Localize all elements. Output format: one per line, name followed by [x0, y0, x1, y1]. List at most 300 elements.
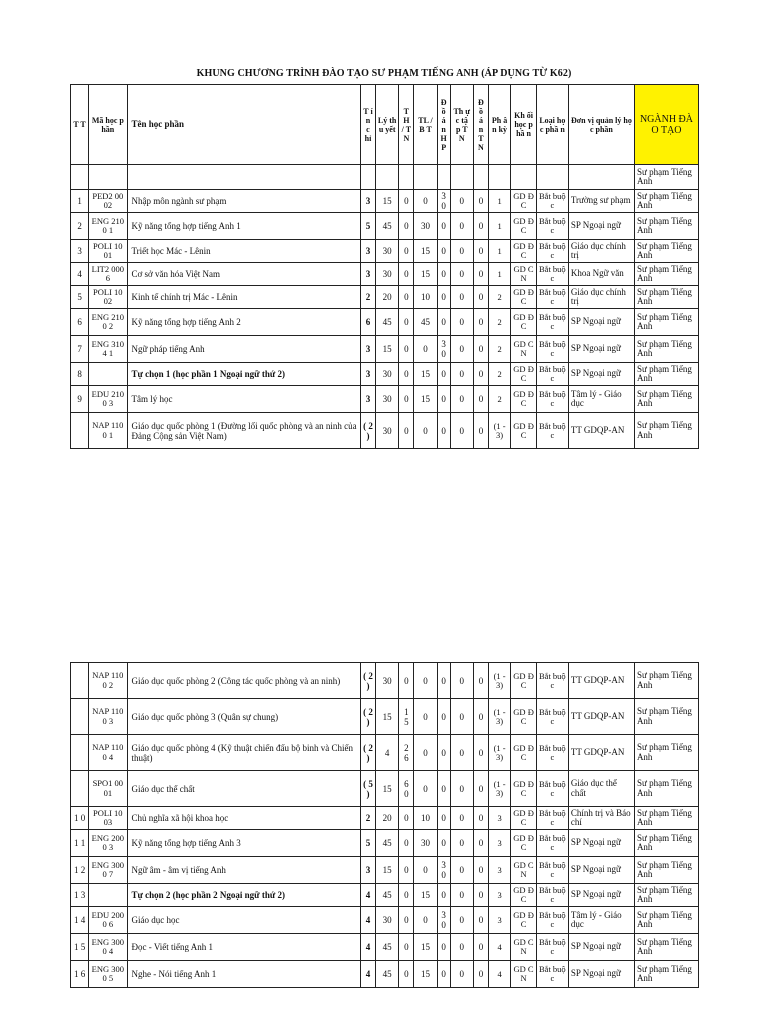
course-name-cell: Giáo dục học	[127, 907, 361, 934]
course-project-cell: 0	[437, 807, 450, 830]
managing-unit-cell: SP Ngoại ngữ	[568, 830, 634, 857]
discussion-hours-cell: 0	[414, 413, 437, 449]
credits-cell: ( 2 )	[361, 735, 376, 771]
row-number-cell	[71, 699, 89, 735]
thesis-cell: 0	[473, 190, 488, 213]
credits-cell: 5	[361, 830, 376, 857]
header-major: NGÀNH ĐÀO TẠO	[634, 85, 698, 165]
credits-cell: 3	[361, 240, 376, 263]
thesis-cell: 0	[473, 240, 488, 263]
managing-unit-cell: TT GDQP-AN	[568, 699, 634, 735]
course-block-cell: GD ĐC	[511, 413, 537, 449]
internship-cell: 0	[450, 907, 473, 934]
theory-hours-cell: 30	[375, 907, 398, 934]
internship-cell: 0	[450, 213, 473, 240]
course-type-cell: Bắt buộc	[536, 263, 568, 286]
course-type-cell: Bắt buộc	[536, 240, 568, 263]
header-unit: Đơn vị quản lý học phần	[568, 85, 634, 165]
theory-hours-cell: 30	[375, 240, 398, 263]
course-code-cell: ENG 3104 1	[89, 336, 127, 363]
course-block-cell: GD ĐC	[511, 884, 537, 907]
theory-hours-cell: 20	[375, 286, 398, 309]
course-code-cell: ENG 2000 3	[89, 830, 127, 857]
course-project-cell: 0	[437, 934, 450, 961]
credits-cell: 3	[361, 363, 376, 386]
course-block-cell: GD CN	[511, 934, 537, 961]
table-row	[71, 363, 699, 386]
theory-hours-cell: 15	[375, 699, 398, 735]
term-cell: (1 - 3)	[488, 699, 510, 735]
course-name-cell: Chủ nghĩa xã hội khoa học	[127, 807, 361, 830]
thesis-cell: 0	[473, 934, 488, 961]
discussion-hours-cell: 0	[414, 663, 437, 699]
course-code-cell: ENG 3000 4	[89, 934, 127, 961]
course-block-cell: GD ĐC	[511, 286, 537, 309]
credits-cell: 4	[361, 907, 376, 934]
course-type-cell: Bắt buộc	[536, 907, 568, 934]
course-project-cell: 0	[437, 413, 450, 449]
managing-unit-cell: SP Ngoại ngữ	[568, 884, 634, 907]
credits-cell: 5	[361, 213, 376, 240]
thesis-cell: 0	[473, 884, 488, 907]
managing-unit-cell: TT GDQP-AN	[568, 663, 634, 699]
course-type-cell: Bắt buộc	[536, 807, 568, 830]
row-number-cell: 3	[71, 240, 89, 263]
thesis-cell: 0	[473, 386, 488, 413]
curriculum-table-page-2	[70, 662, 699, 988]
course-code-cell: EDU 2100 3	[89, 386, 127, 413]
term-cell: (1 - 3)	[488, 735, 510, 771]
discussion-hours-cell: 0	[414, 336, 437, 363]
discussion-hours-cell: 15	[414, 934, 437, 961]
course-code-cell: LIT2 0006	[89, 263, 127, 286]
table-row	[71, 857, 699, 884]
theory-hours-cell: 45	[375, 830, 398, 857]
theory-hours-cell: 15	[375, 771, 398, 807]
thesis-cell: 0	[473, 413, 488, 449]
major-cell: Sư phạm Tiếng Anh	[634, 413, 698, 449]
internship-cell: 0	[450, 830, 473, 857]
header-datn: Đ ồ á n T N	[473, 85, 488, 165]
row-number-cell	[71, 771, 89, 807]
practice-hours-cell: 0	[399, 857, 414, 884]
theory-hours-cell: 20	[375, 807, 398, 830]
header-tl: TL /B T	[414, 85, 437, 165]
major-cell: Sư phạm Tiếng Anh	[634, 240, 698, 263]
internship-cell: 0	[450, 663, 473, 699]
major-cell: Sư phạm Tiếng Anh	[634, 663, 698, 699]
header-credits: T ín c hỉ	[361, 85, 376, 165]
course-name-cell: Giáo dục thể chất	[127, 771, 361, 807]
managing-unit-cell: SP Ngoại ngữ	[568, 336, 634, 363]
practice-hours-cell: 0	[399, 213, 414, 240]
major-cell: Sư phạm Tiếng Anh	[634, 907, 698, 934]
document-title: KHUNG CHƯƠNG TRÌNH ĐÀO TẠO SƯ PHẠM TIẾNG ANH (ÁP DỤNG TỪ K62)	[196, 68, 572, 79]
row-number-cell: 1 6	[71, 961, 89, 988]
major-cell: Sư phạm Tiếng Anh	[634, 213, 698, 240]
theory-hours-cell: 30	[375, 363, 398, 386]
term-cell: 3	[488, 907, 510, 934]
internship-cell: 0	[450, 363, 473, 386]
thesis-cell: 0	[473, 663, 488, 699]
course-name-cell: Tự chọn 2 (học phần 2 Ngoại ngữ thứ 2)	[127, 884, 361, 907]
thesis-cell: 0	[473, 309, 488, 336]
practice-hours-cell: 0	[399, 363, 414, 386]
course-code-cell: POLI 1001	[89, 240, 127, 263]
table-row	[71, 735, 699, 771]
credits-cell: 2	[361, 807, 376, 830]
term-cell: (1 - 3)	[488, 413, 510, 449]
discussion-hours-cell: 15	[414, 363, 437, 386]
practice-hours-cell: 0	[399, 663, 414, 699]
table-row	[71, 907, 699, 934]
discussion-hours-cell: 0	[414, 771, 437, 807]
course-block-cell: GD ĐC	[511, 240, 537, 263]
term-cell: 3	[488, 830, 510, 857]
managing-unit-cell: Tâm lý - Giáo dục	[568, 907, 634, 934]
thesis-cell: 0	[473, 213, 488, 240]
course-type-cell: Bắt buộc	[536, 413, 568, 449]
course-code-cell: NAP 1100 4	[89, 735, 127, 771]
course-block-cell: GD CN	[511, 961, 537, 988]
credits-cell: 3	[361, 190, 376, 213]
table-row-blank	[71, 165, 699, 190]
theory-hours-cell: 45	[375, 213, 398, 240]
discussion-hours-cell: 0	[414, 907, 437, 934]
thesis-cell: 0	[473, 735, 488, 771]
course-type-cell: Bắt buộc	[536, 190, 568, 213]
term-cell: 2	[488, 363, 510, 386]
discussion-hours-cell: 15	[414, 884, 437, 907]
course-block-cell: GD ĐC	[511, 830, 537, 857]
managing-unit-cell: SP Ngoại ngữ	[568, 213, 634, 240]
major-cell: Sư phạm Tiếng Anh	[634, 386, 698, 413]
credits-cell: ( 2 )	[361, 699, 376, 735]
practice-hours-cell: 0	[399, 884, 414, 907]
row-number-cell	[71, 663, 89, 699]
course-name-cell: Tự chọn 1 (học phần 1 Ngoại ngữ thứ 2)	[127, 363, 361, 386]
course-block-cell: GD ĐC	[511, 190, 537, 213]
managing-unit-cell: SP Ngoại ngữ	[568, 961, 634, 988]
header-code: Mã học phần	[89, 85, 127, 165]
theory-hours-cell: 45	[375, 934, 398, 961]
theory-hours-cell: 45	[375, 309, 398, 336]
theory-hours-cell: 15	[375, 857, 398, 884]
course-code-cell: PED2 0002	[89, 190, 127, 213]
credits-cell: 3	[361, 336, 376, 363]
row-number-cell: 1	[71, 190, 89, 213]
theory-hours-cell: 4	[375, 735, 398, 771]
course-name-cell: Kỹ năng tổng hợp tiếng Anh 2	[127, 309, 361, 336]
row-number-cell: 7	[71, 336, 89, 363]
course-name-cell: Kỹ năng tổng hợp tiếng Anh 3	[127, 830, 361, 857]
course-block-cell: GD ĐC	[511, 771, 537, 807]
term-cell: 2	[488, 286, 510, 309]
course-project-cell: 0	[437, 213, 450, 240]
discussion-hours-cell: 15	[414, 386, 437, 413]
course-name-cell: Nghe - Nói tiếng Anh 1	[127, 961, 361, 988]
managing-unit-cell: TT GDQP-AN	[568, 735, 634, 771]
course-project-cell: 0	[437, 263, 450, 286]
term-cell: 3	[488, 857, 510, 884]
table-row	[71, 386, 699, 413]
term-cell: 2	[488, 336, 510, 363]
course-name-cell: Kỹ năng tổng hợp tiếng Anh 1	[127, 213, 361, 240]
credits-cell: ( 5 )	[361, 771, 376, 807]
course-type-cell: Bắt buộc	[536, 961, 568, 988]
practice-hours-cell: 0	[399, 413, 414, 449]
curriculum-table-page-1	[70, 84, 699, 449]
major-cell: Sư phạm Tiếng Anh	[634, 807, 698, 830]
practice-hours-cell: 0	[399, 263, 414, 286]
course-type-cell: Bắt buộc	[536, 699, 568, 735]
credits-cell: 4	[361, 961, 376, 988]
course-type-cell: Bắt buộc	[536, 286, 568, 309]
discussion-hours-cell: 10	[414, 286, 437, 309]
thesis-cell: 0	[473, 336, 488, 363]
course-block-cell: GD CN	[511, 263, 537, 286]
internship-cell: 0	[450, 286, 473, 309]
thesis-cell: 0	[473, 363, 488, 386]
course-code-cell: NAP 1100 1	[89, 413, 127, 449]
practice-hours-cell: 0	[399, 961, 414, 988]
practice-hours-cell: 6 0	[399, 771, 414, 807]
header-term: Ph ân kỳ	[488, 85, 510, 165]
theory-hours-cell: 15	[375, 190, 398, 213]
internship-cell: 0	[450, 807, 473, 830]
thesis-cell: 0	[473, 286, 488, 309]
internship-cell: 0	[450, 857, 473, 884]
table-row	[71, 190, 699, 213]
course-name-cell: Ngữ pháp tiếng Anh	[127, 336, 361, 363]
internship-cell: 0	[450, 934, 473, 961]
term-cell: 1	[488, 263, 510, 286]
course-code-cell: POLI 1003	[89, 807, 127, 830]
course-type-cell: Bắt buộc	[536, 386, 568, 413]
course-type-cell: Bắt buộc	[536, 934, 568, 961]
internship-cell: 0	[450, 263, 473, 286]
managing-unit-cell: Giáo dục thể chất	[568, 771, 634, 807]
internship-cell: 0	[450, 309, 473, 336]
course-project-cell: 0	[437, 699, 450, 735]
course-block-cell: GD ĐC	[511, 309, 537, 336]
internship-cell: 0	[450, 699, 473, 735]
header-tttn: Th ực tậ p T N	[450, 85, 473, 165]
header-type: Loại học phầ n	[536, 85, 568, 165]
course-type-cell: Bắt buộc	[536, 830, 568, 857]
practice-hours-cell: 0	[399, 934, 414, 961]
row-number-cell: 9	[71, 386, 89, 413]
term-cell: 1	[488, 213, 510, 240]
theory-hours-cell: 30	[375, 386, 398, 413]
course-block-cell: GD ĐC	[511, 907, 537, 934]
course-project-cell: 0	[437, 663, 450, 699]
course-name-cell: Tâm lý học	[127, 386, 361, 413]
table-row	[71, 884, 699, 907]
discussion-hours-cell: 45	[414, 309, 437, 336]
header-dahp: Đ ồ á n H P	[437, 85, 450, 165]
course-block-cell: GD ĐC	[511, 213, 537, 240]
thesis-cell: 0	[473, 807, 488, 830]
managing-unit-cell: Khoa Ngữ văn	[568, 263, 634, 286]
row-number-cell: 1 2	[71, 857, 89, 884]
course-name-cell: Kinh tế chính trị Mác - Lênin	[127, 286, 361, 309]
practice-hours-cell: 0	[399, 286, 414, 309]
table-row	[71, 336, 699, 363]
course-code-cell: EDU 2000 6	[89, 907, 127, 934]
practice-hours-cell: 0	[399, 907, 414, 934]
credits-cell: 4	[361, 934, 376, 961]
row-number-cell: 1 1	[71, 830, 89, 857]
course-project-cell: 0	[437, 286, 450, 309]
course-name-cell: Triết học Mác - Lênin	[127, 240, 361, 263]
row-number-cell: 1 4	[71, 907, 89, 934]
term-cell: 4	[488, 961, 510, 988]
managing-unit-cell: Trường sư phạm	[568, 190, 634, 213]
internship-cell: 0	[450, 240, 473, 263]
course-code-cell: ENG 2100 2	[89, 309, 127, 336]
major-cell: Sư phạm Tiếng Anh	[634, 857, 698, 884]
table-row	[71, 663, 699, 699]
course-project-cell: 0	[437, 735, 450, 771]
table-row	[71, 240, 699, 263]
theory-hours-cell: 30	[375, 263, 398, 286]
term-cell: (1 - 3)	[488, 771, 510, 807]
course-block-cell: GD ĐC	[511, 699, 537, 735]
course-name-cell: Giáo dục quốc phòng 2 (Công tác quốc phòng và an ninh)	[127, 663, 361, 699]
managing-unit-cell: Giáo dục chính trị	[568, 240, 634, 263]
major-cell: Sư phạm Tiếng Anh	[634, 190, 698, 213]
theory-hours-cell: 15	[375, 336, 398, 363]
course-project-cell: 0	[437, 309, 450, 336]
major-cell: Sư phạm Tiếng Anh	[634, 884, 698, 907]
credits-cell: 3	[361, 386, 376, 413]
course-project-cell: 0	[437, 830, 450, 857]
course-code-cell: NAP 1100 3	[89, 699, 127, 735]
term-cell: 1	[488, 240, 510, 263]
table-row	[71, 286, 699, 309]
header-tt: T T	[71, 85, 89, 165]
course-project-cell: 3 0	[437, 907, 450, 934]
discussion-hours-cell: 15	[414, 240, 437, 263]
internship-cell: 0	[450, 961, 473, 988]
table-row	[71, 934, 699, 961]
header-th: T H / T N	[399, 85, 414, 165]
practice-hours-cell: 2 6	[399, 735, 414, 771]
table-row	[71, 771, 699, 807]
major-cell: Sư phạm Tiếng Anh	[634, 699, 698, 735]
row-number-cell: 1 3	[71, 884, 89, 907]
discussion-hours-cell: 0	[414, 735, 437, 771]
credits-cell: 6	[361, 309, 376, 336]
credits-cell: ( 2 )	[361, 413, 376, 449]
managing-unit-cell: TT GDQP-AN	[568, 413, 634, 449]
table-row	[71, 213, 699, 240]
course-block-cell: GD ĐC	[511, 807, 537, 830]
row-number-cell: 4	[71, 263, 89, 286]
header-row	[71, 85, 699, 165]
course-type-cell: Bắt buộc	[536, 336, 568, 363]
row-number-cell: 1 0	[71, 807, 89, 830]
header-block: Kh ối học phầ n	[511, 85, 537, 165]
course-type-cell: Bắt buộc	[536, 857, 568, 884]
major-cell: Sư phạm Tiếng Anh	[634, 286, 698, 309]
table-row	[71, 961, 699, 988]
course-name-cell: Giáo dục quốc phòng 3 (Quân sự chung)	[127, 699, 361, 735]
managing-unit-cell: Chính trị và Báo chí	[568, 807, 634, 830]
managing-unit-cell: SP Ngoại ngữ	[568, 363, 634, 386]
thesis-cell: 0	[473, 699, 488, 735]
credits-cell: 3	[361, 263, 376, 286]
row-number-cell	[71, 413, 89, 449]
discussion-hours-cell: 0	[414, 857, 437, 884]
practice-hours-cell: 0	[399, 240, 414, 263]
course-name-cell: Nhập môn ngành sư phạm	[127, 190, 361, 213]
course-block-cell: GD CN	[511, 336, 537, 363]
course-code-cell	[89, 363, 127, 386]
major-cell: Sư phạm Tiếng Anh	[634, 165, 698, 190]
thesis-cell: 0	[473, 830, 488, 857]
course-code-cell: ENG 3000 5	[89, 961, 127, 988]
row-number-cell: 5	[71, 286, 89, 309]
internship-cell: 0	[450, 735, 473, 771]
course-project-cell: 0	[437, 961, 450, 988]
major-cell: Sư phạm Tiếng Anh	[634, 363, 698, 386]
credits-cell: 2	[361, 286, 376, 309]
row-number-cell: 1 5	[71, 934, 89, 961]
theory-hours-cell: 30	[375, 413, 398, 449]
major-cell: Sư phạm Tiếng Anh	[634, 336, 698, 363]
managing-unit-cell: Giáo dục chính trị	[568, 286, 634, 309]
course-code-cell: POLI 1002	[89, 286, 127, 309]
row-number-cell: 8	[71, 363, 89, 386]
major-cell: Sư phạm Tiếng Anh	[634, 309, 698, 336]
term-cell: 2	[488, 309, 510, 336]
table-row	[71, 807, 699, 830]
major-cell: Sư phạm Tiếng Anh	[634, 934, 698, 961]
thesis-cell: 0	[473, 771, 488, 807]
course-type-cell: Bắt buộc	[536, 309, 568, 336]
major-cell: Sư phạm Tiếng Anh	[634, 735, 698, 771]
thesis-cell: 0	[473, 857, 488, 884]
course-code-cell: ENG 3000 7	[89, 857, 127, 884]
course-block-cell: GD ĐC	[511, 663, 537, 699]
course-name-cell: Giáo dục quốc phòng 1 (Đường lối quốc phòng và an ninh của Đảng Cộng sản Việt Nam)	[127, 413, 361, 449]
practice-hours-cell: 0	[399, 386, 414, 413]
practice-hours-cell: 0	[399, 190, 414, 213]
term-cell: 1	[488, 190, 510, 213]
term-cell: 2	[488, 386, 510, 413]
term-cell: 4	[488, 934, 510, 961]
managing-unit-cell: Tâm lý - Giáo dục	[568, 386, 634, 413]
header-lt: Lý thu yết	[375, 85, 398, 165]
credits-cell: 3	[361, 857, 376, 884]
internship-cell: 0	[450, 386, 473, 413]
discussion-hours-cell: 15	[414, 961, 437, 988]
course-project-cell: 0	[437, 240, 450, 263]
term-cell: (1 - 3)	[488, 663, 510, 699]
thesis-cell: 0	[473, 263, 488, 286]
table-row	[71, 830, 699, 857]
discussion-hours-cell: 15	[414, 263, 437, 286]
discussion-hours-cell: 10	[414, 807, 437, 830]
practice-hours-cell: 0	[399, 336, 414, 363]
theory-hours-cell: 45	[375, 884, 398, 907]
credits-cell: 4	[361, 884, 376, 907]
internship-cell: 0	[450, 190, 473, 213]
internship-cell: 0	[450, 884, 473, 907]
course-name-cell: Đọc - Viết tiếng Anh 1	[127, 934, 361, 961]
